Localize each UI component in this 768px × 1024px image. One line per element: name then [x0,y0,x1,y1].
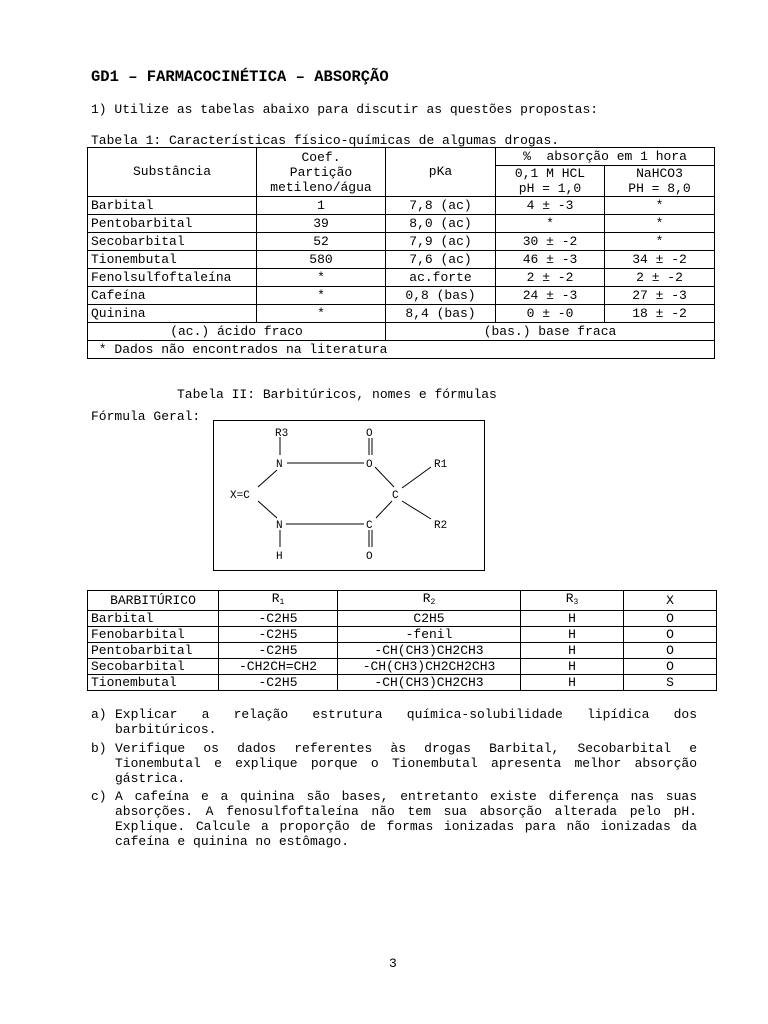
cell-nahco3: 27 ± -3 [605,287,715,305]
atom-n-bottom: N [276,520,283,532]
formula-structure [214,421,484,570]
header-x: X [624,591,717,611]
atom-c-right: C [392,490,399,502]
header-barbiturico: BARBITÚRICO [88,591,219,611]
header-absorption: % absorção em 1 hora [496,148,715,166]
cell-substance: Secobarbital [88,233,257,251]
header-r3-letter: R [565,591,574,606]
table1 [87,147,715,359]
atom-x: X=C [230,490,250,502]
cell-x: S [624,675,717,691]
header-nahco3-line2: PH = 8,0 [628,181,691,196]
header-substance: Substância [88,148,257,197]
header-pka: pKa [386,148,496,197]
bond-c-c [376,501,392,518]
question-a-text: Explicar a relação estrutura química-solubilidade lipídica dos barbitúricos. [115,707,697,737]
table1-footnote-row [88,341,715,359]
table1-header-row [88,148,715,166]
cell-pka: 7,8 (ac) [386,197,496,215]
cell-r1: -CH2CH=CH2 [219,659,338,675]
table-row [88,215,715,233]
cell-substance: Fenolsulfoftaleína [88,269,257,287]
cell-r1: -C2H5 [219,643,338,659]
cell-r1: -C2H5 [219,627,338,643]
cell-coef: 39 [257,215,386,233]
header-r2 [338,591,521,611]
cell-r1: -C2H5 [219,611,338,627]
cell-coef: * [257,305,386,323]
header-r2-sub: 2 [430,598,436,607]
header-nahco3-line1: NaHCO3 [636,166,683,181]
question-a [91,707,701,739]
header-hcl [496,166,605,197]
question-b-label: b) [91,741,107,756]
header-hcl-line2: pH = 1,0 [518,181,582,196]
cell-substance: Tionembutal [88,251,257,269]
bond-o-c [375,467,394,487]
cell-coef: 1 [257,197,386,215]
header-hcl-line1: 0,1 M HCL [514,166,586,181]
table-row [88,611,717,627]
cell-name: Secobarbital [88,659,219,675]
atom-o-ring: O [366,459,373,471]
atom-r3: R3 [275,428,289,440]
table-row [88,659,717,675]
cell-x: O [624,627,717,643]
cell-pka: 7,9 (ac) [386,233,496,251]
header-nahco3 [605,166,715,197]
cell-coef: * [257,269,386,287]
cell-r3: H [521,643,624,659]
cell-substance: Pentobarbital [88,215,257,233]
cell-r2: -CH(CH3)CH2CH2CH3 [338,659,521,675]
cell-r2: -CH(CH3)CH2CH3 [338,643,521,659]
formula-bonds [258,437,431,547]
table-row [88,197,715,215]
cell-name: Barbital [88,611,219,627]
cell-hcl: 24 ± -3 [496,287,605,305]
cell-hcl: 4 ± -3 [496,197,605,215]
table2-header-row [88,591,717,611]
table-row [88,643,717,659]
table-row [88,627,717,643]
bond-c-r2 [402,501,431,519]
footnote: * Dados não encontrados na literatura [88,341,715,359]
page-number: 3 [389,956,397,971]
cell-coef: * [257,287,386,305]
atom-r2: R2 [434,520,448,532]
page-title: GD1 – FARMACOCINÉTICA – ABSORÇÃO [91,68,389,86]
header-coef-line3: metileno/água [270,179,372,195]
atom-h: H [276,551,283,563]
cell-hcl: 2 ± -2 [496,269,605,287]
header-r1-letter: R [271,591,280,606]
table-row [88,251,715,269]
legend-acid: (ac.) ácido fraco [88,323,386,341]
atom-c-bottom: C [366,520,373,532]
header-coef [257,148,386,197]
cell-name: Fenobarbital [88,627,219,643]
atom-n-top: N [276,459,283,471]
formula-label: Fórmula Geral: [91,409,201,424]
cell-x: O [624,611,717,627]
table-row [88,675,717,691]
header-coef-line2: Partição [289,164,353,180]
question-a-label: a) [91,707,107,722]
question-c [91,789,701,853]
table1-caption: Tabela 1: Características físico-químicas de algumas drogas. [91,133,560,148]
cell-pka: 8,0 (ac) [386,215,496,233]
question-c-text: A cafeína e a quinina são bases, entretanto existe diferença nas suas absorções. A fenosulfoftaleína não tem sua absorção alterada pelo pH. Explique. Calcule a proporção de formas ionizadas para não ionizadas da cafeína e quinina no estômago. [115,789,697,849]
cell-r2: C2H5 [338,611,521,627]
cell-pka: 7,6 (ac) [386,251,496,269]
cell-substance: Quinina [88,305,257,323]
header-r1 [219,591,338,611]
question-c-label: c) [91,789,107,804]
cell-hcl: 0 ± -0 [496,305,605,323]
cell-nahco3: 18 ± -2 [605,305,715,323]
bond-n-xc [258,470,277,487]
cell-nahco3: * [605,233,715,251]
table1-legend-row [88,323,715,341]
general-formula-diagram [213,420,485,571]
cell-r3: H [521,627,624,643]
cell-hcl: 46 ± -3 [496,251,605,269]
cell-pka: ac.forte [386,269,496,287]
cell-pka: 0,8 (bas) [386,287,496,305]
cell-coef: 52 [257,233,386,251]
cell-r3: H [521,675,624,691]
cell-substance: Cafeína [88,287,257,305]
table-row [88,287,715,305]
bond-xc-n [258,501,277,518]
header-r3 [521,591,624,611]
header-r2-letter: R [422,591,431,606]
header-r3-sub: 3 [573,598,579,607]
cell-r3: H [521,659,624,675]
cell-coef: 580 [257,251,386,269]
table-row [88,233,715,251]
cell-r3: H [521,611,624,627]
cell-nahco3: 2 ± -2 [605,269,715,287]
bond-c-r1 [402,467,431,488]
cell-nahco3: 34 ± -2 [605,251,715,269]
header-r1-sub: 1 [279,598,285,607]
cell-nahco3: * [605,197,715,215]
header-coef-line1: Coef. [301,149,341,165]
cell-name: Pentobarbital [88,643,219,659]
question-b [91,741,701,789]
intro-text: 1) Utilize as tabelas abaixo para discutir as questões propostas: [91,102,599,117]
cell-nahco3: * [605,215,715,233]
question-b-text: Verifique os dados referentes às drogas Barbital, Secobarbital e Tionembutal e explique porque o Tionembutal apresenta melhor absorção gástrica. [115,741,697,786]
cell-r1: -C2H5 [219,675,338,691]
cell-pka: 8,4 (bas) [386,305,496,323]
table-row [88,269,715,287]
table2 [87,590,717,691]
legend-base: (bas.) base fraca [386,323,715,341]
cell-r2: -fenil [338,627,521,643]
atom-o-top: O [366,428,373,440]
cell-substance: Barbital [88,197,257,215]
cell-x: O [624,659,717,675]
cell-name: Tionembutal [88,675,219,691]
cell-r2: -CH(CH3)CH2CH3 [338,675,521,691]
cell-hcl: * [496,215,605,233]
cell-hcl: 30 ± -2 [496,233,605,251]
atom-o-bottom: O [366,551,373,563]
atom-r1: R1 [434,459,448,471]
table-row [88,305,715,323]
table2-caption: Tabela II: Barbitúricos, nomes e fórmulas [177,387,497,402]
cell-x: O [624,643,717,659]
